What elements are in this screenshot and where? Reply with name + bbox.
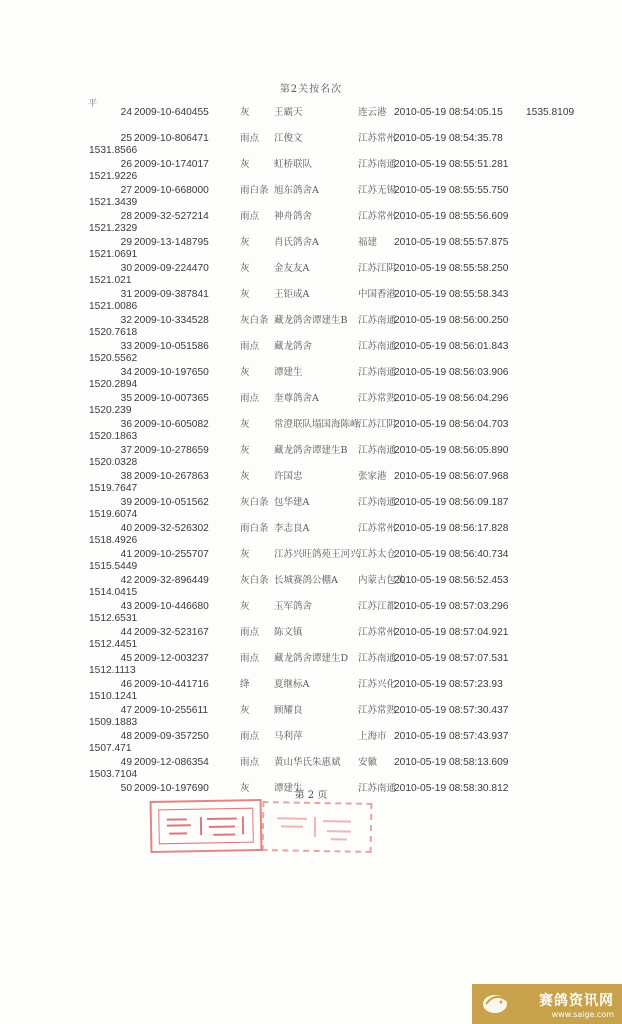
rank-cell: 50	[120, 783, 132, 794]
location-cell: 江苏南通	[358, 159, 397, 170]
ring-number-cell: 2009-10-446680	[134, 601, 209, 612]
arrival-time-cell: 2010-05-19 08:54:35.78	[394, 133, 503, 144]
rank-cell: 37	[120, 445, 132, 456]
ring-number-cell: 2009-32-523167	[134, 627, 209, 638]
rank-cell: 29	[120, 237, 132, 248]
owner-cell: 肖氏鸽舍A	[274, 237, 319, 248]
rank-cell: 30	[120, 263, 132, 274]
result-row	[0, 731, 622, 757]
owner-cell: 江苏兴旺鸽苑王河兴	[274, 549, 360, 560]
owner-cell: 神舟鸽舍	[274, 211, 313, 222]
result-row	[0, 393, 622, 419]
location-cell: 江苏兴化	[358, 679, 397, 690]
owner-cell: 虹桥联队	[274, 159, 313, 170]
feather-color-cell: 雨点	[240, 341, 260, 352]
speed-cell: 1521.0086	[89, 301, 138, 312]
arrival-time-cell: 2010-05-19 08:58:30.812	[394, 783, 509, 794]
result-row	[0, 159, 622, 185]
rank-cell: 24	[120, 107, 132, 118]
speed-cell: 1521.9226	[89, 171, 138, 182]
ring-number-cell: 2009-09-387841	[134, 289, 209, 300]
rank-cell: 42	[120, 575, 132, 586]
owner-cell: 夏继标A	[274, 679, 310, 690]
page-title: 第2关按名次	[279, 84, 343, 95]
ring-number-cell: 2009-10-278659	[134, 445, 209, 456]
feather-color-cell: 雨点	[240, 731, 260, 742]
result-row	[0, 575, 622, 601]
page-number: 第 2 页	[294, 790, 328, 801]
feather-color-cell: 灰	[240, 601, 250, 612]
feather-color-cell: 灰	[240, 783, 250, 794]
speed-cell: 1512.1113	[89, 665, 136, 676]
feather-color-cell: 灰	[240, 705, 250, 716]
feather-color-cell: 灰	[240, 237, 250, 248]
rank-cell: 33	[120, 341, 132, 352]
location-cell: 中国香港	[358, 289, 397, 300]
rank-cell: 45	[120, 653, 132, 664]
speed-cell: 1509.1883	[89, 717, 138, 728]
rank-cell: 40	[120, 523, 132, 534]
location-cell: 安徽	[358, 757, 378, 768]
owner-cell: 王钜成A	[274, 289, 310, 300]
owner-cell: 藏龙鸽舍谭建生B	[274, 315, 348, 326]
ring-number-cell: 2009-10-441716	[134, 679, 209, 690]
ring-number-cell: 2009-10-334528	[134, 315, 209, 326]
ring-number-cell: 2009-10-267863	[134, 471, 209, 482]
location-cell: 江苏常州	[358, 211, 397, 222]
feather-color-cell: 灰	[240, 159, 250, 170]
location-cell: 江苏常熟	[358, 705, 397, 716]
result-row	[0, 289, 622, 315]
arrival-time-cell: 2010-05-19 08:55:57.875	[394, 237, 509, 248]
result-row	[0, 315, 622, 341]
location-cell: 江苏常熟	[358, 393, 397, 404]
feather-color-cell: 绛	[240, 679, 250, 690]
rank-cell: 26	[120, 159, 132, 170]
ring-number-cell: 2009-10-640455	[134, 107, 209, 118]
location-cell: 内蒙古包头	[358, 575, 406, 586]
speed-cell: 1521.021	[89, 275, 132, 286]
arrival-time-cell: 2010-05-19 08:56:40.734	[394, 549, 509, 560]
rank-cell: 39	[120, 497, 132, 508]
result-row	[0, 237, 622, 263]
ring-number-cell: 2009-10-255611	[134, 705, 209, 716]
speed-cell: 1531.8566	[89, 145, 138, 156]
owner-cell: 江俊文	[274, 133, 303, 144]
result-row	[0, 367, 622, 393]
result-row	[0, 185, 622, 211]
arrival-time-cell: 2010-05-19 08:57:23.93	[394, 679, 503, 690]
rank-cell: 25	[120, 133, 132, 144]
speed-cell: 1520.5562	[89, 353, 138, 364]
feather-color-cell: 雨点	[240, 653, 260, 664]
result-row	[0, 419, 622, 445]
ring-number-cell: 2009-32-527214	[134, 211, 209, 222]
result-row	[0, 341, 622, 367]
results-list	[0, 107, 622, 809]
site-watermark	[472, 984, 622, 1024]
pigeon-logo-icon	[480, 988, 510, 1018]
location-cell: 江苏无锡	[358, 185, 397, 196]
result-row	[0, 497, 622, 523]
ring-number-cell: 2009-10-007365	[134, 393, 209, 404]
speed-cell: 1521.0691	[89, 249, 138, 260]
location-cell: 连云港	[358, 107, 387, 118]
arrival-time-cell: 2010-05-19 08:56:01.843	[394, 341, 509, 352]
location-cell: 江苏南通	[358, 367, 397, 378]
location-cell: 江苏南通	[358, 341, 397, 352]
owner-cell: 陈文镇	[274, 627, 303, 638]
arrival-time-cell: 2010-05-19 08:58:13.609	[394, 757, 509, 768]
speed-cell: 1515.5449	[89, 561, 138, 572]
watermark-url: www.saige.com	[551, 1009, 614, 1019]
result-row	[0, 549, 622, 575]
owner-cell: 黄山华氏朱惠斌	[274, 757, 341, 768]
ring-number-cell: 2009-32-896449	[134, 575, 209, 586]
feather-color-cell: 灰	[240, 471, 250, 482]
arrival-time-cell: 2010-05-19 08:55:55.750	[394, 185, 509, 196]
feather-color-cell: 雨点	[240, 133, 260, 144]
feather-color-cell: 灰	[240, 263, 250, 274]
feather-color-cell: 灰	[240, 289, 250, 300]
speed-cell: 1520.0328	[89, 457, 138, 468]
speed-cell: 1520.239	[89, 405, 132, 416]
location-cell: 江苏常州	[358, 523, 397, 534]
location-cell: 江苏太仓	[358, 549, 397, 560]
result-row	[0, 445, 622, 471]
speed-cell: 1519.7647	[89, 483, 138, 494]
feather-color-cell: 灰	[240, 445, 250, 456]
result-row	[0, 705, 622, 731]
arrival-time-cell: 2010-05-19 08:56:07.968	[394, 471, 509, 482]
owner-cell: 奎尊鸽舍A	[274, 393, 319, 404]
location-cell: 江苏南通	[358, 783, 397, 794]
feather-color-cell: 雨点	[240, 393, 260, 404]
watermark-name: 赛鸽资讯网	[539, 992, 614, 1009]
arrival-time-cell: 2010-05-19 08:56:03.906	[394, 367, 509, 378]
feather-color-cell: 灰白条	[240, 575, 269, 586]
rank-cell: 49	[120, 757, 132, 768]
speed-cell: 1519.6074	[89, 509, 138, 520]
location-cell: 江苏常州	[358, 627, 397, 638]
speed-cell: 1507.471	[89, 743, 132, 754]
ring-number-cell: 2009-12-003237	[134, 653, 209, 664]
ring-number-cell: 2009-32-526302	[134, 523, 209, 534]
ring-number-cell: 2009-10-197650	[134, 367, 209, 378]
ring-number-cell: 2009-12-086354	[134, 757, 209, 768]
arrival-time-cell: 2010-05-19 08:56:00.250	[394, 315, 509, 326]
feather-color-cell: 雨白条	[240, 523, 269, 534]
location-cell: 福建	[358, 237, 378, 248]
result-row	[0, 471, 622, 497]
arrival-time-cell: 2010-05-19 08:56:05.890	[394, 445, 509, 456]
arrival-time-cell: 2010-05-19 08:57:30.437	[394, 705, 509, 716]
rank-cell: 44	[120, 627, 132, 638]
ring-number-cell: 2009-10-197690	[134, 783, 209, 794]
ring-number-cell: 2009-10-174017	[134, 159, 209, 170]
arrival-time-cell: 2010-05-19 08:57:43.937	[394, 731, 509, 742]
owner-cell: 包华建A	[274, 497, 310, 508]
owner-cell: 玉军鸽舍	[274, 601, 313, 612]
margin-mark: 平	[88, 99, 98, 109]
result-row	[0, 601, 622, 627]
speed-cell: 1535.8109	[526, 107, 575, 118]
result-row	[0, 263, 622, 289]
result-row	[0, 757, 622, 783]
speed-cell: 1518.4926	[89, 535, 138, 546]
race-stamp-graphic	[269, 808, 366, 846]
feather-color-cell: 灰	[240, 107, 250, 118]
rank-cell: 41	[120, 549, 132, 560]
arrival-time-cell: 2010-05-19 08:57:07.531	[394, 653, 509, 664]
location-cell: 张家港	[358, 471, 387, 482]
ring-number-cell: 2009-10-806471	[134, 133, 209, 144]
arrival-time-cell: 2010-05-19 08:55:51.281	[394, 159, 509, 170]
arrival-time-cell: 2010-05-19 08:56:52.453	[394, 575, 509, 586]
speed-cell: 1520.1863	[89, 431, 138, 442]
result-row	[0, 679, 622, 705]
ring-number-cell: 2009-10-051562	[134, 497, 209, 508]
owner-cell: 谭建生	[274, 367, 303, 378]
rank-cell: 27	[120, 185, 132, 196]
location-cell: 上海市	[358, 731, 387, 742]
owner-cell: 马利萍	[274, 731, 303, 742]
owner-cell: 李志良A	[274, 523, 310, 534]
arrival-time-cell: 2010-05-19 08:56:09.187	[394, 497, 509, 508]
arrival-time-cell: 2010-05-19 08:56:17.828	[394, 523, 509, 534]
rank-cell: 47	[120, 705, 132, 716]
ring-number-cell: 2009-10-255707	[134, 549, 209, 560]
speed-cell: 1521.3439	[89, 197, 138, 208]
seal-stamp-graphic	[157, 806, 256, 846]
location-cell: 江苏江都	[358, 601, 397, 612]
owner-cell: 金友友A	[274, 263, 310, 274]
result-row	[0, 653, 622, 679]
speed-cell: 1520.2894	[89, 379, 138, 390]
speed-cell: 1512.6531	[89, 613, 138, 624]
owner-cell: 藏龙鸽舍	[274, 341, 313, 352]
location-cell: 江苏常州	[358, 133, 397, 144]
speed-cell: 1512.4451	[89, 639, 138, 650]
speed-cell: 1514.0415	[89, 587, 138, 598]
owner-cell: 长城赛鸽公棚A	[274, 575, 338, 586]
owner-cell: 藏龙鸽舍谭建生D	[274, 653, 349, 664]
arrival-time-cell: 2010-05-19 08:57:03.296	[394, 601, 509, 612]
arrival-time-cell: 2010-05-19 08:55:56.609	[394, 211, 509, 222]
rank-cell: 31	[120, 289, 132, 300]
ring-number-cell: 2009-10-668000	[134, 185, 209, 196]
rank-cell: 32	[120, 315, 132, 326]
owner-cell: 王霸天	[274, 107, 303, 118]
speed-cell: 1503.7104	[89, 769, 138, 780]
result-row	[0, 211, 622, 237]
owner-cell: 藏龙鸽舍谭建生B	[274, 445, 348, 456]
rank-cell: 46	[120, 679, 132, 690]
location-cell: 江苏江阴	[358, 419, 397, 430]
feather-color-cell: 雨点	[240, 757, 260, 768]
arrival-time-cell: 2010-05-19 08:55:58.250	[394, 263, 509, 274]
arrival-time-cell: 2010-05-19 08:56:04.296	[394, 393, 509, 404]
feather-color-cell: 灰	[240, 419, 250, 430]
ring-number-cell: 2009-09-357250	[134, 731, 209, 742]
owner-cell: 旭东鸽舍A	[274, 185, 319, 196]
feather-color-cell: 雨白条	[240, 185, 269, 196]
rank-cell: 43	[120, 601, 132, 612]
result-row	[0, 627, 622, 653]
association-seal-stamp	[150, 799, 263, 853]
arrival-time-cell: 2010-05-19 08:57:04.921	[394, 627, 509, 638]
arrival-time-cell: 2010-05-19 08:54:05.15	[394, 107, 503, 118]
location-cell: 江苏江阴	[358, 263, 397, 274]
feather-color-cell: 灰	[240, 549, 250, 560]
feather-color-cell: 灰白条	[240, 497, 269, 508]
location-cell: 江苏南通	[358, 653, 397, 664]
speed-cell: 1521.2329	[89, 223, 138, 234]
owner-cell: 许国忠	[274, 471, 303, 482]
location-cell: 江苏南通	[358, 315, 397, 326]
ring-number-cell: 2009-10-051586	[134, 341, 209, 352]
result-row	[0, 107, 622, 133]
owner-cell: 谭建生	[274, 783, 303, 794]
feather-color-cell: 灰白条	[240, 315, 269, 326]
rank-cell: 28	[120, 211, 132, 222]
feather-color-cell: 灰	[240, 367, 250, 378]
race-seal-stamp	[262, 801, 373, 853]
owner-cell: 顾耀良	[274, 705, 303, 716]
rank-cell: 34	[120, 367, 132, 378]
speed-cell: 1520.7618	[89, 327, 138, 338]
rank-cell: 36	[120, 419, 132, 430]
ring-number-cell: 2009-09-224470	[134, 263, 209, 274]
location-cell: 江苏南通	[358, 497, 397, 508]
arrival-time-cell: 2010-05-19 08:55:58.343	[394, 289, 509, 300]
feather-color-cell: 雨点	[240, 211, 260, 222]
rank-cell: 48	[120, 731, 132, 742]
location-cell: 江苏南通	[358, 445, 397, 456]
feather-color-cell: 雨点	[240, 627, 260, 638]
ring-number-cell: 2009-10-605082	[134, 419, 209, 430]
result-row	[0, 133, 622, 159]
result-row	[0, 523, 622, 549]
arrival-time-cell: 2010-05-19 08:56:04.703	[394, 419, 509, 430]
ring-number-cell: 2009-13-148795	[134, 237, 209, 248]
owner-cell: 常澄联队塌国海陈峰	[274, 419, 360, 430]
speed-cell: 1510.1241	[89, 691, 138, 702]
rank-cell: 38	[120, 471, 132, 482]
rank-cell: 35	[120, 393, 132, 404]
